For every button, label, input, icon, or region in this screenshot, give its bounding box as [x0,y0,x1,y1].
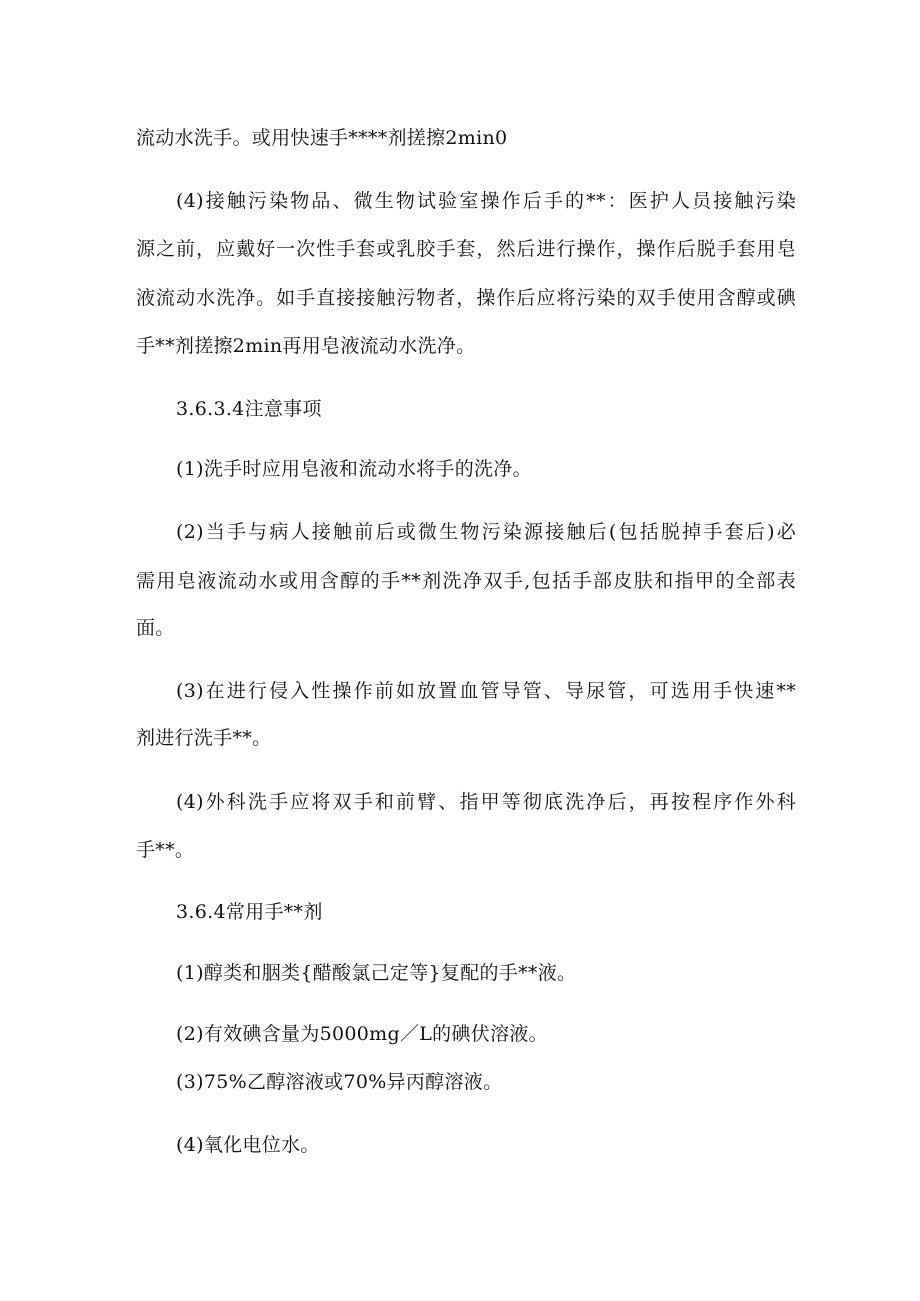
paragraph-line: 流动水洗手。或用快速手****剂搓擦2min0 [136,127,508,149]
paragraph-line: 需用皂液流动水或用含醇的手**剂洗净双手,包括手部皮肤和指甲的全部表 [136,570,796,592]
paragraph-line: 剂进行洗手**。 [136,727,272,749]
paragraph-line: 源之前，应戴好一次性手套或乳胶手套，然后进行操作，操作后脱手套用皂 [136,238,796,260]
paragraph-line: (3)在进行侵入性操作前如放置血管导管、导尿管，可选用手快速** [176,680,796,702]
paragraph-line: (1)洗手时应用皂液和流动水将手的洗净。 [176,458,532,480]
paragraph-line: (4)外科洗手应将双手和前臂、指甲等彻底洗净后，再按程序作外科 [176,791,796,813]
paragraph-line: (2)当手与病人接触前后或微生物污染源接触后(包括脱掉手套后)必 [176,521,796,543]
paragraph-line: 手**剂搓擦2min再用皂液流动水洗净。 [136,335,476,357]
paragraph-line: (4)氧化电位水。 [176,1134,320,1156]
paragraph-line: (4)接触污染物品、微生物试验室操作后手的**：医护人员接触污染 [176,190,796,212]
section-heading: 3.6.4常用手**剂 [176,901,323,923]
paragraph-line: 手**。 [136,839,195,861]
paragraph-line: (2)有效碘含量为5000mg／L的碘伏溶液。 [176,1023,548,1045]
paragraph-line: (3)75%乙醇溶液或70%异丙醇溶液。 [176,1071,503,1093]
paragraph-line: (1)醇类和胭类{醋酸氯己定等}复配的手**液。 [176,962,577,984]
paragraph-line: 面。 [136,617,175,639]
section-heading: 3.6.3.4注意事项 [176,398,322,420]
paragraph-line: 液流动水洗净。如手直接接触污物者，操作后应将污染的双手使用含醇或碘 [136,287,796,309]
